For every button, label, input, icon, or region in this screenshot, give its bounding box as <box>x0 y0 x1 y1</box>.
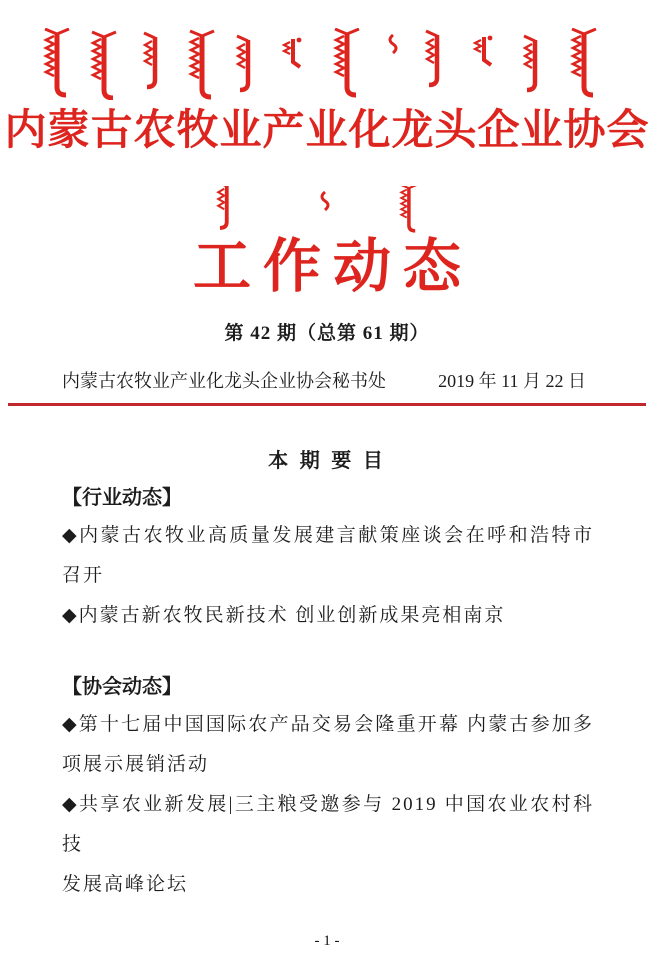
bulletin-title: 工作动态 <box>192 234 473 299</box>
publication-info <box>0 367 654 393</box>
toc-item-line: 项展示展销活动 <box>62 754 210 775</box>
mongolian-script-banner <box>35 28 620 100</box>
red-divider <box>8 403 646 406</box>
toc-title: 本 期 要 目 <box>268 450 386 472</box>
section-industry <box>0 485 654 636</box>
toc-item <box>62 596 594 636</box>
toc-item-line: 召开 <box>62 565 105 586</box>
section-association <box>0 674 654 905</box>
section-heading-association: 【协会动态】 <box>62 676 182 698</box>
toc-item <box>62 785 594 905</box>
publish-date: 2019 年 11 月 22 日 <box>438 371 586 391</box>
toc-item-line: ◆内蒙古新农牧民新技术 创业创新成果亮相南京 <box>62 605 506 626</box>
toc-item-line: ◆内蒙古农牧业高质量发展建言献策座谈会在呼和浩特市 <box>62 525 594 546</box>
mongolian-script-small <box>192 186 462 234</box>
publisher: 内蒙古农牧业产业化龙头企业协会秘书处 <box>62 371 386 391</box>
toc-item-line: 发展高峰论坛 <box>62 874 189 895</box>
toc-item <box>62 705 594 785</box>
association-title: 内蒙古农牧业产业化龙头企业协会 <box>4 108 650 154</box>
toc-item <box>62 516 594 596</box>
issue-line: 第 42 期（总第 61 期） <box>224 323 430 344</box>
mongolian-script-icon <box>35 28 620 100</box>
toc-item-line: ◆共享农业新发展|三主粮受邀参与 2019 中国农业农村科技 <box>62 794 594 855</box>
mongolian-script-small-icon <box>192 186 462 234</box>
toc-item-line: ◆第十七届中国国际农产品交易会隆重开幕 内蒙古参加多 <box>62 714 594 735</box>
section-heading-industry: 【行业动态】 <box>62 487 182 509</box>
page-number: - 1 - <box>314 933 340 949</box>
